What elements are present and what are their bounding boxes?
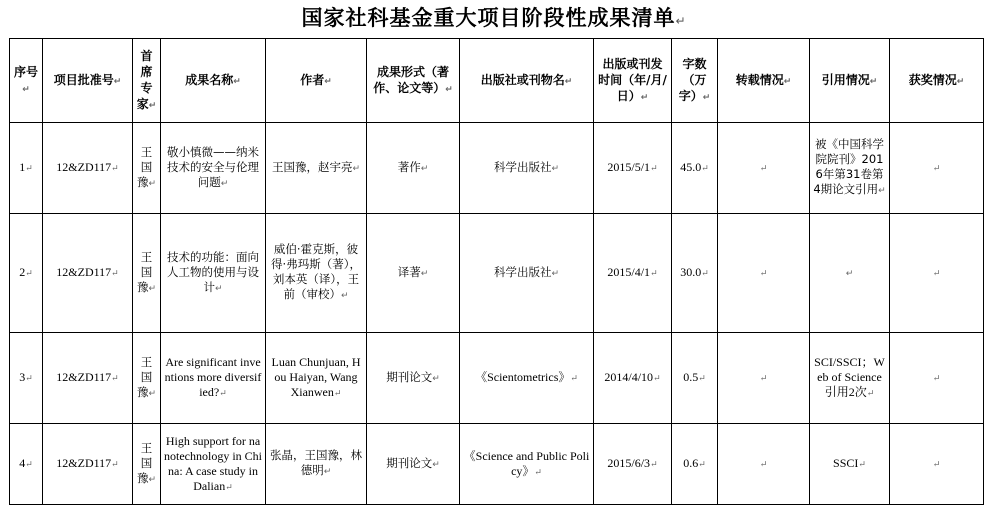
paragraph-mark: ↵ (219, 388, 227, 398)
paragraph-mark: ↵ (932, 373, 941, 384)
paragraph-mark: ↵ (932, 163, 941, 174)
paragraph-mark: ↵ (148, 283, 157, 294)
paragraph-mark: ↵ (878, 186, 886, 196)
cell-publisher: 《Science and Public Policy》↵ (460, 424, 594, 505)
cell-reprint (718, 424, 810, 505)
paragraph-mark: ↵ (420, 163, 429, 174)
cell-author: 张晶，王国豫，林德明↵ (266, 424, 367, 505)
cell-word-count: 45.0↵ (672, 123, 718, 214)
paragraph-mark: ↵ (932, 459, 941, 470)
cell-pub-date: 2015/4/1↵ (594, 214, 672, 333)
paragraph-mark: ↵ (650, 163, 658, 173)
paragraph-mark: ↵ (323, 467, 332, 477)
results-table (9, 38, 984, 505)
table-header-row (10, 39, 984, 123)
paragraph-mark: ↵ (701, 163, 709, 173)
paragraph-mark: ↵ (111, 163, 119, 173)
paragraph-mark: ↵ (432, 459, 440, 470)
cell-pub-date: 2014/4/10↵ (594, 333, 672, 424)
cell-seq: 3↵ (10, 333, 43, 424)
cell-result-name: High support for nanotechnology in China: A case study in Dalian↵ (161, 424, 266, 505)
paragraph-mark: ↵ (759, 459, 768, 470)
paragraph-mark: ↵ (25, 163, 33, 173)
cell-citation: 被《中国科学院院刊》2016年第31卷第4期论文引用↵ (810, 123, 890, 214)
cell-result-form: 译著↵ (367, 214, 460, 333)
paragraph-mark: ↵ (698, 459, 706, 469)
paragraph-mark: ↵ (233, 76, 241, 87)
paragraph-mark: ↵ (432, 373, 440, 384)
cell-word-count: 0.5↵ (672, 333, 718, 424)
paragraph-mark: ↵ (845, 268, 854, 279)
paragraph-mark: ↵ (759, 373, 768, 384)
cell-pub-date: 2015/6/3↵ (594, 424, 672, 505)
cell-result-form: 著作↵ (367, 123, 460, 214)
cell-chief-expert: 王国豫↵ (133, 333, 161, 424)
cell-award (890, 333, 984, 424)
paragraph-mark: ↵ (25, 459, 33, 469)
cell-award (890, 123, 984, 214)
paragraph-mark: ↵ (759, 163, 768, 174)
paragraph-mark: ↵ (225, 481, 233, 492)
paragraph-mark: ↵ (340, 291, 349, 301)
cell-seq: 2↵ (10, 214, 43, 333)
cell-citation: SSCI↵ (810, 424, 890, 505)
cell-seq: 4↵ (10, 424, 43, 505)
paragraph-mark: ↵ (640, 92, 649, 103)
paragraph-mark: ↵ (783, 76, 792, 87)
cell-author: 威伯·霍克斯，彼得·弗玛斯（著），刘本英（译），王前（审校）↵ (266, 214, 367, 333)
table-row (10, 123, 984, 214)
paragraph-mark: ↵ (148, 100, 157, 111)
header-project-no: 项目批准号↵ (43, 39, 133, 123)
cell-publisher: 《Scientometrics》↵ (460, 333, 594, 424)
cell-project-no: 12&ZD117↵ (43, 214, 133, 333)
cell-project-no: 12&ZD117↵ (43, 123, 133, 214)
paragraph-mark: ↵ (551, 268, 560, 279)
cell-word-count: 30.0↵ (672, 214, 718, 333)
header-reprint: 转载情况↵ (718, 39, 810, 123)
paragraph-mark: ↵ (333, 388, 342, 398)
paragraph-mark: ↵ (113, 76, 122, 87)
paragraph-mark: ↵ (759, 268, 768, 279)
table-row (10, 333, 984, 424)
cell-author: 王国豫，赵宇亮↵ (266, 123, 367, 214)
cell-reprint (718, 333, 810, 424)
header-publisher: 出版社或刊物名↵ (460, 39, 594, 123)
paragraph-mark: ↵ (22, 84, 30, 95)
header-result-name: 成果名称↵ (161, 39, 266, 123)
paragraph-mark: ↵ (420, 268, 429, 279)
paragraph-mark: ↵ (148, 474, 157, 485)
paragraph-mark: ↵ (551, 163, 560, 174)
cell-seq: 1↵ (10, 123, 43, 214)
header-seq: 序号↵ (10, 39, 43, 123)
cell-citation: SCI/SSCI；Web of Science 引用2次↵ (810, 333, 890, 424)
paragraph-mark: ↵ (111, 459, 119, 469)
header-pub-date: 出版或刊发时间（年/月/日）↵ (594, 39, 672, 123)
paragraph-mark: ↵ (866, 388, 875, 398)
header-result-form: 成果形式（著作、论文等）↵ (367, 39, 460, 123)
paragraph-mark: ↵ (650, 268, 658, 278)
paragraph-mark: ↵ (869, 76, 878, 87)
page-title (0, 4, 988, 35)
cell-project-no: 12&ZD117↵ (43, 424, 133, 505)
cell-chief-expert: 王国豫↵ (133, 123, 161, 214)
paragraph-mark: ↵ (701, 268, 709, 278)
paragraph-mark: ↵ (956, 76, 965, 87)
cell-citation (810, 214, 890, 333)
cell-result-name: 敬小慎微——纳米技术的安全与伦理问题↵ (161, 123, 266, 214)
paragraph-mark: ↵ (352, 163, 361, 174)
cell-word-count: 0.6↵ (672, 424, 718, 505)
paragraph-mark: ↵ (702, 92, 711, 103)
paragraph-mark: ↵ (111, 268, 119, 278)
header-chief-expert: 首席专家↵ (133, 39, 161, 123)
cell-reprint (718, 214, 810, 333)
paragraph-mark: ↵ (111, 373, 119, 383)
paragraph-mark: ↵ (324, 76, 332, 87)
cell-result-name: 技术的功能：面向人工物的使用与设计↵ (161, 214, 266, 333)
paragraph-mark: ↵ (25, 268, 33, 278)
paragraph-mark: ↵ (932, 268, 941, 279)
header-citation: 引用情况↵ (810, 39, 890, 123)
paragraph-mark: ↵ (220, 178, 229, 189)
cell-publisher: 科学出版社↵ (460, 123, 594, 214)
title-text: 国家社科基金重大项目阶段性成果清单 (301, 6, 676, 30)
paragraph-mark: ↵ (534, 466, 542, 477)
cell-result-form: 期刊论文↵ (367, 333, 460, 424)
cell-reprint (718, 123, 810, 214)
cell-result-name: Are significant inventions more diversified?↵ (161, 333, 266, 424)
header-award: 获奖情况↵ (890, 39, 984, 123)
cell-project-no: 12&ZD117↵ (43, 333, 133, 424)
cell-publisher: 科学出版社↵ (460, 214, 594, 333)
cell-author: Luan Chunjuan, Hou Haiyan, Wang Xianwen↵ (266, 333, 367, 424)
header-author: 作者↵ (266, 39, 367, 123)
paragraph-mark: ↵ (698, 373, 706, 383)
paragraph-mark: ↵ (653, 373, 661, 383)
paragraph-mark: ↵ (445, 84, 453, 95)
paragraph-mark: ↵ (148, 388, 157, 399)
cell-chief-expert: 王国豫↵ (133, 214, 161, 333)
paragraph-mark: ↵ (214, 283, 223, 294)
table-row (10, 214, 984, 333)
cell-result-form: 期刊论文↵ (367, 424, 460, 505)
paragraph-mark: ↵ (570, 373, 578, 383)
paragraph-mark: ↵ (564, 76, 573, 87)
cell-award (890, 214, 984, 333)
cell-award (890, 424, 984, 505)
paragraph-mark: ↵ (858, 459, 866, 469)
paragraph-mark: ↵ (148, 178, 157, 189)
cell-pub-date: 2015/5/1↵ (594, 123, 672, 214)
header-word-count: 字数（万字）↵ (672, 39, 718, 123)
paragraph-mark: ↵ (650, 459, 658, 469)
table-row (10, 424, 984, 505)
paragraph-mark: ↵ (675, 14, 687, 28)
paragraph-mark: ↵ (25, 373, 33, 383)
cell-chief-expert: 王国豫↵ (133, 424, 161, 505)
